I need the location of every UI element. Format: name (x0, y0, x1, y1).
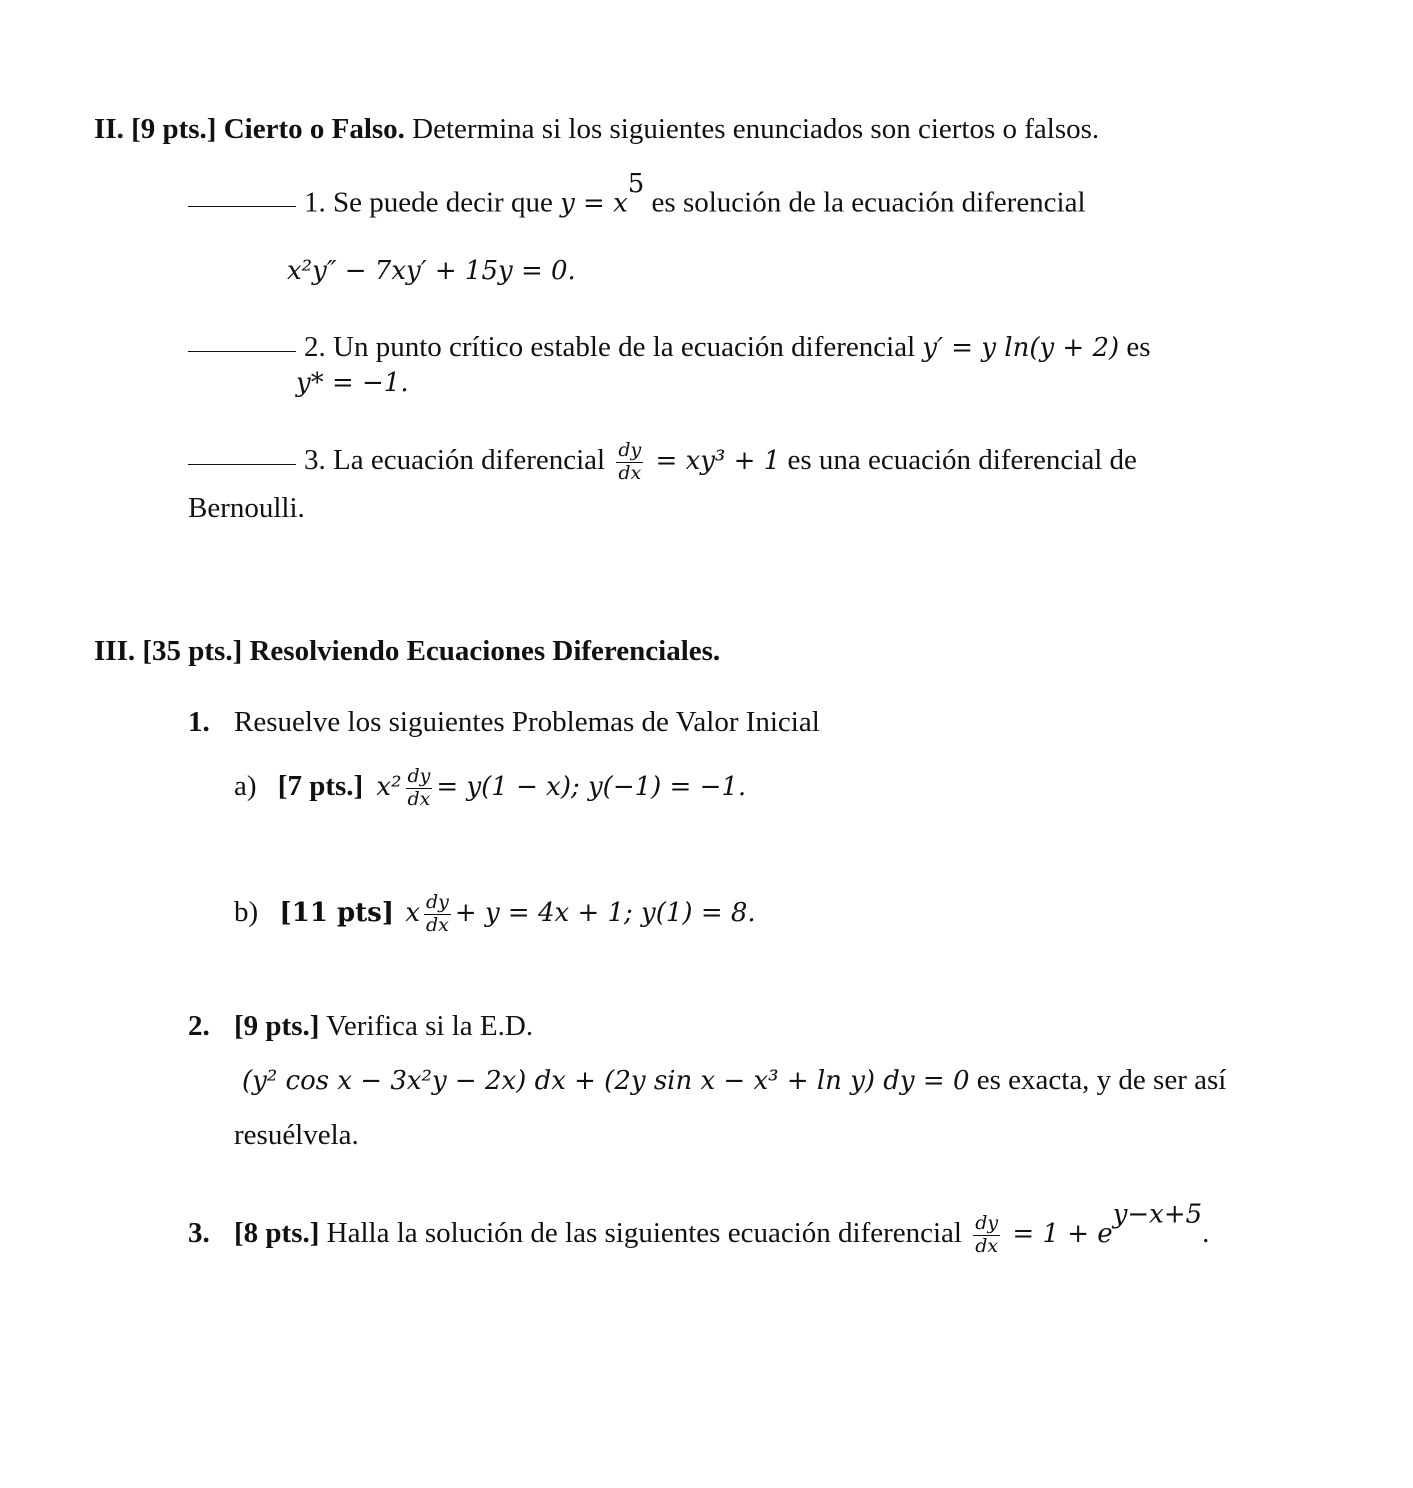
fraction-denominator: dx (426, 913, 449, 936)
question-2-equation: (y² cos x − 3x²y − 2x) dx + (2y sin x − x³ + ln y) dy = 0 (242, 1066, 970, 1096)
fraction-denominator: dx (407, 787, 431, 810)
question-3-text: Halla la solución de las siguientes ecuación diferencial (319, 1217, 970, 1249)
fraction-numerator: dy (975, 1212, 999, 1234)
question-3-exponent: y−x+5 (1112, 1199, 1203, 1230)
question-2 (188, 1009, 533, 1044)
tf-item-2-line2: y* = −1. (296, 368, 409, 398)
question-3-math: = 1 + e (1004, 1219, 1113, 1249)
question-1b-fraction (424, 892, 451, 937)
question-3-fraction (973, 1213, 1000, 1258)
tf-item-1-equation: x²y″ − 7xy′ + 15y = 0. (287, 256, 576, 286)
answer-blank-3[interactable] (188, 464, 296, 465)
question-1a-pre: x² (376, 772, 402, 802)
question-2-text: Verifica si la E.D. (319, 1010, 534, 1042)
question-1a-equation: = y(1 − x); y(−1) = −1. (436, 772, 747, 802)
question-3-points: [8 pts.] (234, 1217, 320, 1249)
question-1a (234, 766, 746, 811)
question-1-text: Resuelve los siguientes Problemas de Valor Inicial (234, 706, 820, 738)
tf-item-3 (188, 440, 1137, 485)
question-1a-fraction (406, 766, 433, 811)
tf-item-1-text-post: es solución de la ecuación diferencial (644, 186, 1086, 219)
question-1b-pre: x (405, 898, 421, 928)
fraction-denominator: dx (618, 461, 642, 484)
section-2-instructions: Determina si los siguientes enunciados son ciertos o falsos. (404, 113, 1100, 145)
fraction-numerator: dy (426, 891, 449, 913)
question-2-points: [9 pts.] (234, 1010, 320, 1042)
question-2-line2 (242, 1063, 1226, 1098)
section-2-title: II. [9 pts.] Cierto o Falso. (94, 113, 405, 145)
tf-item-1-math: y = x (560, 188, 628, 219)
tf-item-2 (188, 330, 1151, 365)
section-2-heading (94, 112, 1099, 147)
tf-item-1-text: 1. Se puede decir que (304, 186, 561, 219)
fraction-denominator: dx (975, 1234, 999, 1257)
question-1 (188, 705, 820, 740)
tf-item-3-line2: Bernoulli. (188, 492, 305, 524)
section-3-title: III. [35 pts.] Resolviendo Ecuaciones Diferenciales. (94, 635, 721, 667)
tf-item-2-text: 2. Un punto crítico estable de la ecuación diferencial (304, 331, 923, 363)
answer-blank-1[interactable] (188, 206, 296, 207)
question-3-number: 3. (188, 1217, 210, 1249)
question-3 (188, 1199, 1210, 1258)
question-1b-label: b) (234, 896, 259, 928)
question-2-text-post: es exacta, y de ser así (969, 1064, 1227, 1096)
tf-item-3-text: 3. La ecuación diferencial (304, 444, 613, 476)
question-1b-equation: + y = 4x + 1; y(1) = 8. (454, 898, 756, 928)
tf-item-1-exponent: 5 (627, 169, 645, 199)
question-1a-label: a) (234, 770, 257, 802)
tf-item-3-text-post: es una ecuación diferencial de (780, 444, 1137, 476)
question-1b-points: [11 pts] (279, 898, 395, 928)
fraction-numerator: dy (618, 439, 642, 461)
answer-blank-2[interactable] (188, 351, 296, 352)
tf-item-3-fraction (616, 440, 643, 485)
question-2-line3: resuélvela. (234, 1119, 359, 1151)
fraction-numerator: dy (407, 765, 431, 787)
tf-item-1 (188, 169, 1086, 220)
question-1a-points: [7 pts.] (277, 770, 364, 802)
tf-item-2-text-post: es (1119, 331, 1151, 363)
tf-item-2-math: y′ = y ln(y + 2) (922, 333, 1120, 363)
question-3-text-post: . (1202, 1217, 1210, 1249)
tf-item-3-math: = xy³ + 1 (647, 446, 781, 476)
question-1-number: 1. (188, 706, 210, 738)
section-3-heading (94, 634, 720, 669)
question-1b (234, 892, 756, 937)
question-2-number: 2. (188, 1010, 210, 1042)
